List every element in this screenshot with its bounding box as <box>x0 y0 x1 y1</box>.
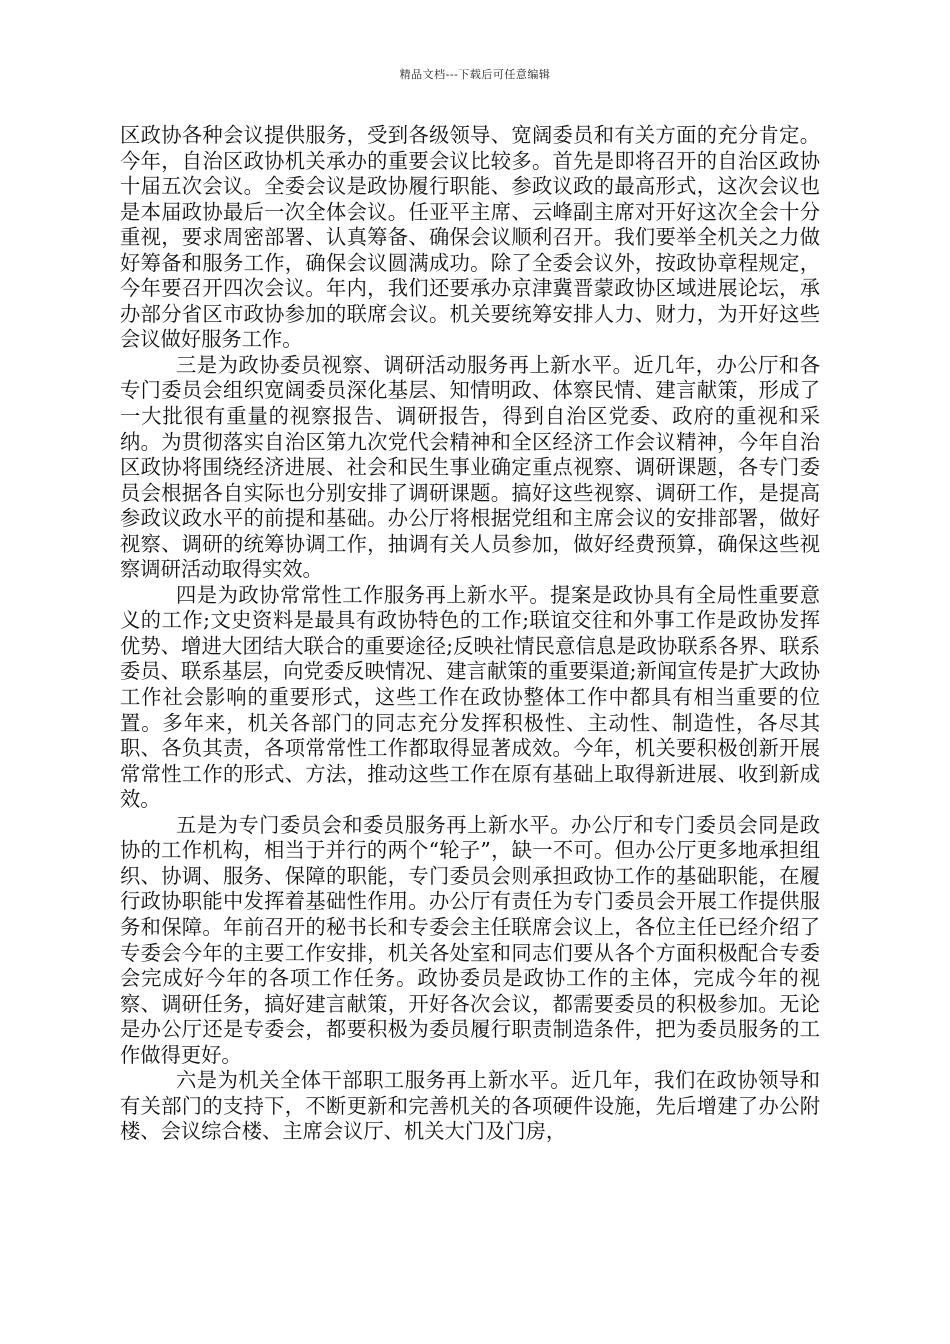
paragraph-1: 区政协各种会议提供服务，受到各级领导、宽阔委员和有关方面的充分肯定。今年，自治区政协机关承办的重要会议比较多。首先是即将召开的自治区政协十届五次会议。全委会议是政协履行职能、参政议政的最高形式，这次会议也是本届政协最后一次全体会议。任亚平主席、云峰副主席对开好这次全会十分重视，要求周密部署、认真筹备、确保会议顺利召开。我们要举全机关之力做好筹备和服务工作，确保会议圆满成功。除了全委会议外，按政协章程规定，今年要召开四次会议。年内，我们还要承办京津冀晋蒙政协区域进展论坛，承办部分省区市政协参加的联席会议。机关要统筹安排人力、财力，为开好这些会议做好服务工作。 <box>120 123 820 352</box>
paragraph-4: 五是为专门委员会和委员服务再上新水平。办公厅和专门委员会同是政协的工作机构，相当于并行的两个“轮子”，缺一不可。但办公厅更多地承担组织、协调、服务、保障的职能，专门委员会则承担政协工作的基础职能，在履行政协职能中发挥着基础性作用。办公厅有责任为专门委员会开展工作提供服务和保障。年前召开的秘书长和专委会主任联席会议上，各位主任已经介绍了专委会今年的主要工作安排，机关各处室和同志们要从各个方面积极配合专委会完成好今年的各项工作任务。政协委员是政协工作的主体，完成今年的视察、调研任务，搞好建言献策，开好各次会议，都需要委员的积极参加。无论是办公厅还是专委会，都要积极为委员履行职责制造条件，把为委员服务的工作做得更好。 <box>120 812 820 1067</box>
paragraph-3: 四是为政协常常性工作服务再上新水平。提案是政协具有全局性重要意义的工作;文史资料是最具有政协特色的工作;联谊交往和外事工作是政协发挥优势、增进大团结大联合的重要途径;反映社情民意信息是政协联系各界、联系委员、联系基层，向党委反映情况、建言献策的重要渠道;新闻宣传是扩大政协工作社会影响的重要形式，这些工作在政协整体工作中都具有相当重要的位置。多年来，机关各部门的同志充分发挥积极性、主动性、制造性，各尽其职、各负其责，各项常常性工作都取得显著成效。今年，机关要积极创新开展常常性工作的形式、方法，推动这些工作在原有基础上取得新进展、收到新成效。 <box>120 582 820 812</box>
page-header: 精品文档---下载后可任意编辑 <box>399 68 551 81</box>
paragraph-2: 三是为政协委员视察、调研活动服务再上新水平。近几年，办公厅和各专门委员会组织宽阔委员深化基层、知情明政、体察民情、建言献策，形成了一大批很有重量的视察报告、调研报告，得到自治区党委、政府的重视和采纳。为贯彻落实自治区第九次党代会精神和全区经济工作会议精神，今年自治区政协将围绕经济进展、社会和民生事业确定重点视察、调研课题，各专门委员会根据各自实际也分别安排了调研课题。搞好这些视察、调研工作，是提高参政议政水平的前提和基础。办公厅将根据党组和主席会议的安排部署，做好视察、调研的统筹协调工作，抽调有关人员参加，做好经费预算，确保这些视察调研活动取得实效。 <box>120 352 820 582</box>
document-body <box>120 123 820 1145</box>
paragraph-5: 六是为机关全体干部职工服务再上新水平。近几年，我们在政协领导和有关部门的支持下，不断更新和完善机关的各项硬件设施，先后增建了办公附楼、会议综合楼、主席会议厅、机关大门及门房， <box>120 1068 820 1144</box>
